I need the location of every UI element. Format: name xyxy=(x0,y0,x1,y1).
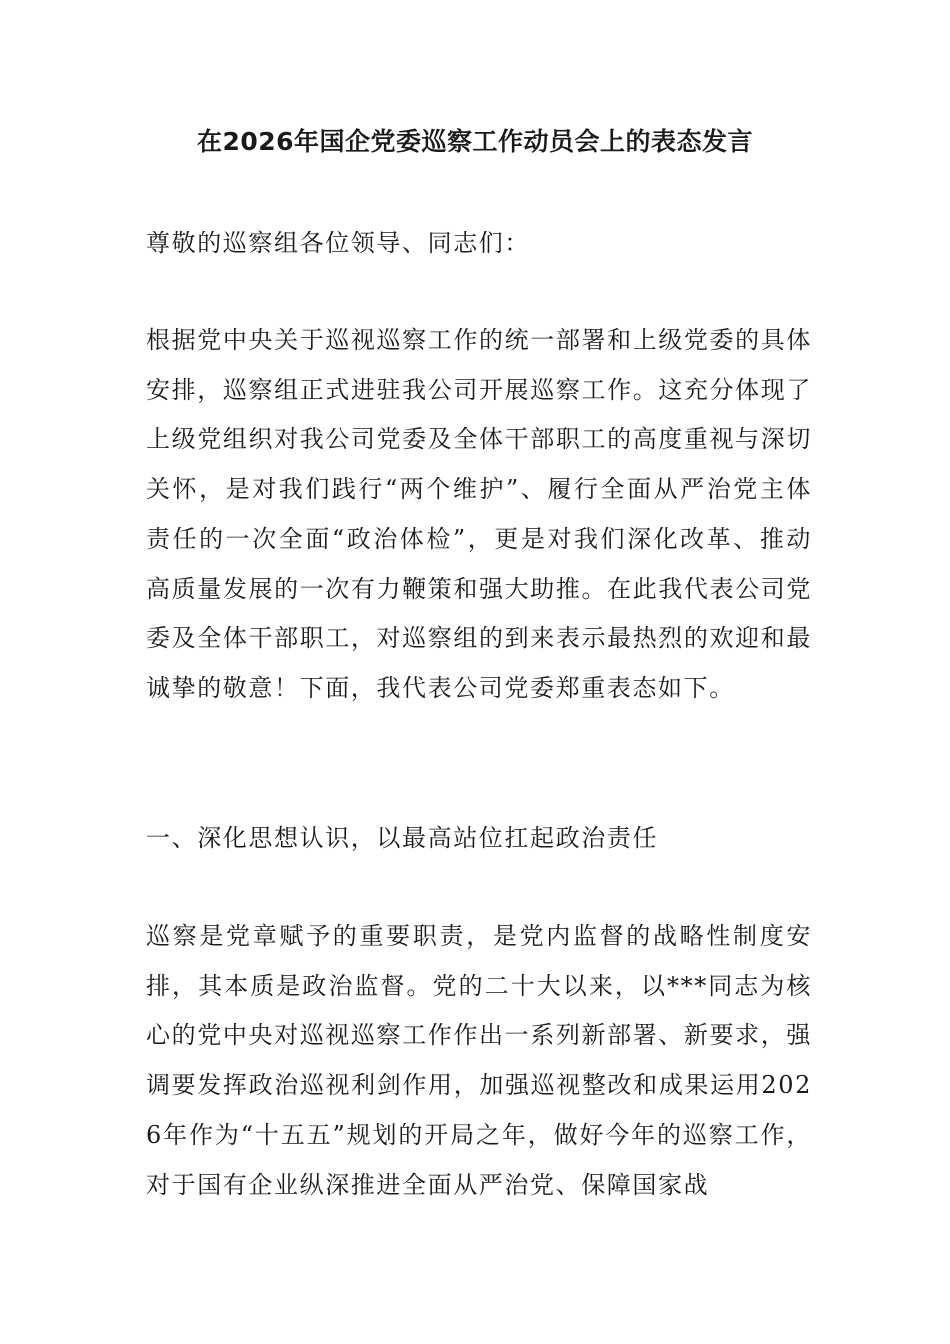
intro-paragraph: 根据党中央关于巡视巡察工作的统一部署和上级党委的具体安排，巡察组正式进驻我公司开展巡察工作。这充分体现了上级党组织对我公司党委及全体干部职工的高度重视与深切关怀，是对我们践行“两个维护”、履行全面从严治党主体责任的一次全面“政治体检”，更是对我们深化改革、推动高质量发展的一次有力鞭策和强大助推。在此我代表公司党委及全体干部职工，对巡察组的到来表示最热烈的欢迎和最诚挚的敬意！下面，我代表公司党委郑重表态如下。 xyxy=(146,326,812,702)
document-title: 在2026年国企党委巡察工作动员会上的表态发言 xyxy=(196,127,754,156)
body-paragraph: 巡察是党章赋予的重要职责，是党内监督的战略性制度安排，其本质是政治监督。党的二十大以来，以***同志为核心的党中央对巡视巡察工作作出一系列新部署、新要求，强调要发挥政治巡视利剑作用，加强巡视整改和成果运用2026年作为“十五五”规划的开局之年，做好今年的巡察工作，对于国有企业纵深推进全面从严治党、保障国家战 xyxy=(146,922,812,1199)
section-heading: 一、深化思想认识，以最高站位扛起政治责任 xyxy=(146,824,658,852)
greeting-line: 尊敬的巡察组各位领导、同志们： xyxy=(146,229,530,257)
